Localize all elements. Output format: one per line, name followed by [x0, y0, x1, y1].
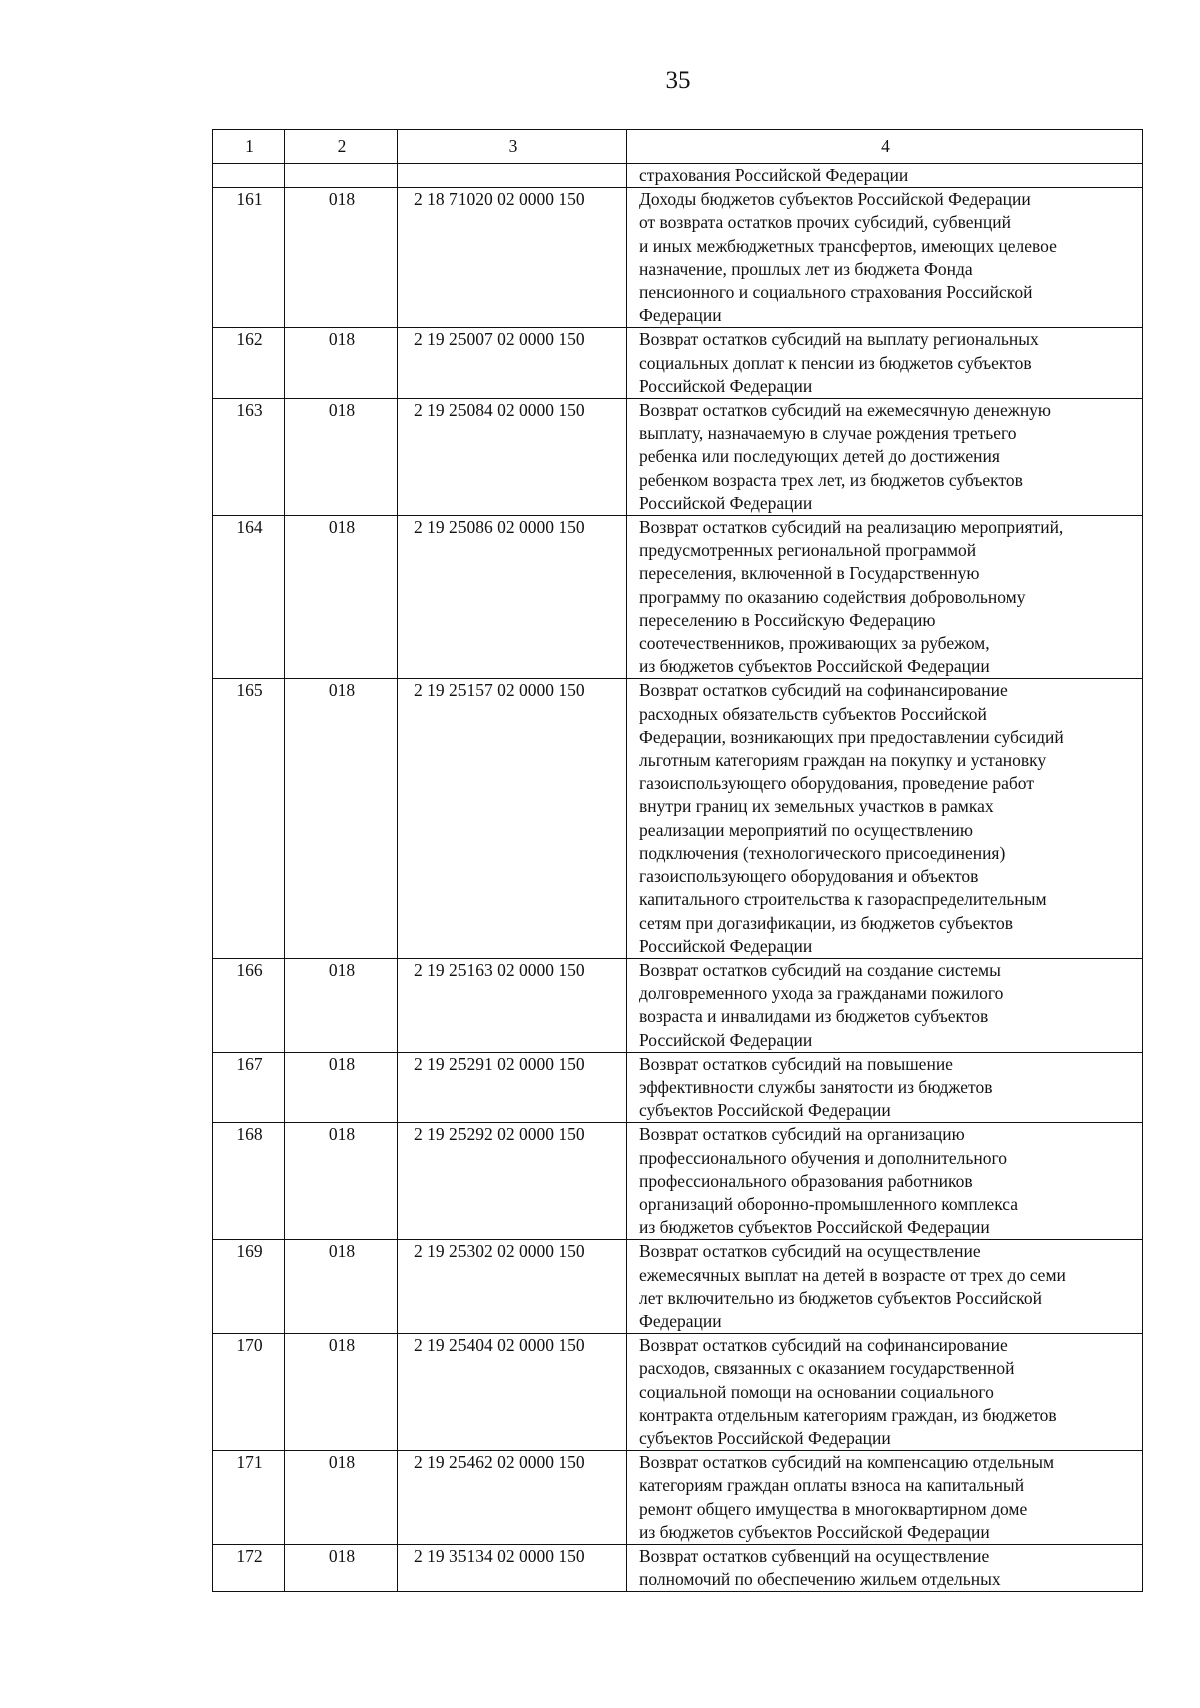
table-row	[213, 958, 1143, 1052]
description-line: от возврата остатков прочих субсидий, субвенций	[639, 212, 1011, 233]
budget-classification-table	[212, 129, 1143, 1592]
description-line: выплату, назначаемую в случае рождения третьего	[639, 423, 1017, 444]
description-line: ремонт общего имущества в многоквартирном доме	[639, 1498, 1028, 1519]
description-line: лет включительно из бюджетов субъектов Российской	[639, 1287, 1042, 1308]
row-number: 161	[213, 188, 285, 328]
income-description	[627, 1052, 1143, 1123]
row-number: 170	[213, 1334, 285, 1451]
admin-code: 018	[285, 188, 398, 328]
admin-code: 018	[285, 958, 398, 1052]
column-number-1: 1	[213, 130, 285, 164]
income-description	[627, 516, 1143, 679]
budget-code: 2 19 25084 02 0000 150	[398, 399, 627, 516]
row-number: 171	[213, 1451, 285, 1545]
budget-code: 2 19 25086 02 0000 150	[398, 516, 627, 679]
description-line: расходов, связанных с оказанием государственной	[639, 1358, 1015, 1379]
income-description	[627, 399, 1143, 516]
admin-code: 018	[285, 1052, 398, 1123]
description-line: ребенка или последующих детей до достижения	[639, 446, 1000, 467]
column-number-3: 3	[398, 130, 627, 164]
table-row	[213, 1123, 1143, 1240]
description-line: субъектов Российской Федерации	[639, 1100, 891, 1121]
admin-code: 018	[285, 328, 398, 399]
description-line: социальных доплат к пенсии из бюджетов субъектов	[639, 352, 1032, 373]
description-line: газоиспользующего оборудования и объектов	[639, 866, 979, 887]
row-number: 168	[213, 1123, 285, 1240]
description-line: возраста и инвалидами из бюджетов субъектов	[639, 1006, 989, 1027]
budget-code: 2 19 25462 02 0000 150	[398, 1451, 627, 1545]
column-number-2: 2	[285, 130, 398, 164]
table-row	[213, 1544, 1143, 1591]
description-line: капитального строительства к газораспределительным	[639, 889, 1047, 910]
description-line: эффективности службы занятости из бюджетов	[639, 1076, 993, 1097]
description-line: Возврат остатков субсидий на реализацию мероприятий,	[639, 517, 1064, 538]
row-number: 164	[213, 516, 285, 679]
admin-code: 018	[285, 399, 398, 516]
description-line: подключения (технологического присоединения)	[639, 842, 1006, 863]
row-number: 166	[213, 958, 285, 1052]
description-line: Российской Федерации	[639, 492, 813, 513]
admin-code: 018	[285, 679, 398, 958]
description-line: ребенком возраста трех лет, из бюджетов субъектов	[639, 469, 1023, 490]
table-row	[213, 188, 1143, 328]
description-line: соотечественников, проживающих за рубежом,	[639, 633, 990, 654]
row-number: 169	[213, 1240, 285, 1334]
row-number: 172	[213, 1544, 285, 1591]
description-line: Возврат остатков субсидий на софинансирование	[639, 1335, 1008, 1356]
admin-code: 018	[285, 516, 398, 679]
column-number-row	[213, 130, 1143, 164]
budget-code: 2 19 25302 02 0000 150	[398, 1240, 627, 1334]
description-line: переселению в Российскую Федерацию	[639, 609, 936, 630]
table-row	[213, 1451, 1143, 1545]
income-description	[627, 1123, 1143, 1240]
income-description	[627, 1240, 1143, 1334]
admin-code: 018	[285, 1334, 398, 1451]
description-line: программу по оказанию содействия добровольному	[639, 586, 1026, 607]
table-row	[213, 399, 1143, 516]
table-row	[213, 1334, 1143, 1451]
row-number: 162	[213, 328, 285, 399]
admin-code: 018	[285, 1451, 398, 1545]
income-description	[627, 679, 1143, 958]
description-line: профессионального обучения и дополнительного	[639, 1147, 1007, 1168]
description-line: категориям граждан оплаты взноса на капитальный	[639, 1475, 1025, 1496]
description-line: пенсионного и социального страхования Российской	[639, 282, 1033, 303]
description-line: Возврат остатков субсидий на ежемесячную денежную	[639, 400, 1052, 421]
page-number: 35	[665, 67, 691, 94]
description-line: реализации мероприятий по осуществлению	[639, 819, 973, 840]
description-line: назначение, прошлых лет из бюджета Фонда	[639, 258, 973, 279]
description-line: ежемесячных выплат на детей в возрасте от трех до семи	[639, 1264, 1066, 1285]
budget-code: 2 19 25404 02 0000 150	[398, 1334, 627, 1451]
description-line: социальной помощи на основании социального	[639, 1381, 994, 1402]
description-line: предусмотренных региональной программой	[639, 540, 977, 561]
continuation-text: страхования Российской Федерации	[627, 164, 1143, 188]
description-line: из бюджетов субъектов Российской Федерации	[639, 1217, 990, 1238]
income-description	[627, 188, 1143, 328]
description-line: переселения, включенной в Государственную	[639, 563, 980, 584]
row-number: 165	[213, 679, 285, 958]
description-line: Российской Федерации	[639, 1029, 813, 1050]
table-row	[213, 1052, 1143, 1123]
budget-code: 2 19 25007 02 0000 150	[398, 328, 627, 399]
description-line: Федерации, возникающих при предоставлении субсидий	[639, 726, 1064, 747]
description-line: Возврат остатков субсидий на организацию	[639, 1124, 965, 1145]
income-description	[627, 328, 1143, 399]
continuation-cell-code	[398, 164, 627, 188]
admin-code: 018	[285, 1544, 398, 1591]
description-line: Возврат остатков субсидий на осуществление	[639, 1241, 981, 1262]
continuation-cell-admin	[285, 164, 398, 188]
description-line: Российской Федерации	[639, 935, 813, 956]
description-line: Возврат остатков субвенций на осуществление	[639, 1545, 990, 1566]
budget-code: 2 19 35134 02 0000 150	[398, 1544, 627, 1591]
description-line: Федерации	[639, 1310, 722, 1331]
description-line: льготным категориям граждан на покупку и установку	[639, 750, 1047, 771]
continuation-row	[213, 164, 1143, 188]
budget-code: 2 19 25292 02 0000 150	[398, 1123, 627, 1240]
income-description	[627, 958, 1143, 1052]
table-row	[213, 679, 1143, 958]
description-line: Возврат остатков субсидий на компенсацию отдельным	[639, 1452, 1055, 1473]
admin-code: 018	[285, 1123, 398, 1240]
admin-code: 018	[285, 1240, 398, 1334]
description-line: из бюджетов субъектов Российской Федерации	[639, 1521, 990, 1542]
table-row	[213, 516, 1143, 679]
description-line: из бюджетов субъектов Российской Федерации	[639, 656, 990, 677]
description-line: газоиспользующего оборудования, проведение работ	[639, 773, 1034, 794]
description-line: Доходы бюджетов субъектов Российской Федерации	[639, 189, 1031, 210]
description-line: внутри границ их земельных участков в рамках	[639, 796, 994, 817]
description-line: Федерации	[639, 305, 722, 326]
description-line: организаций оборонно-промышленного комплекса	[639, 1193, 1019, 1214]
table-body	[213, 130, 1143, 1592]
description-line: Российской Федерации	[639, 375, 813, 396]
income-description	[627, 1451, 1143, 1545]
description-line: Возврат остатков субсидий на повышение	[639, 1053, 953, 1074]
income-description	[627, 1334, 1143, 1451]
description-line: сетям при догазификации, из бюджетов субъектов	[639, 912, 1014, 933]
description-line: контракта отдельным категориям граждан, из бюджетов	[639, 1404, 1057, 1425]
row-number: 163	[213, 399, 285, 516]
row-number: 167	[213, 1052, 285, 1123]
continuation-cell-num	[213, 164, 285, 188]
table-row	[213, 1240, 1143, 1334]
description-line: Возврат остатков субсидий на софинансирование	[639, 680, 1008, 701]
budget-code: 2 18 71020 02 0000 150	[398, 188, 627, 328]
description-line: профессионального образования работников	[639, 1170, 973, 1191]
description-line: полномочий по обеспечению жильем отдельных	[639, 1569, 1001, 1590]
budget-code: 2 19 25163 02 0000 150	[398, 958, 627, 1052]
table-row	[213, 328, 1143, 399]
description-line: и иных межбюджетных трансфертов, имеющих целевое	[639, 235, 1057, 256]
income-description	[627, 1544, 1143, 1591]
description-line: расходных обязательств субъектов Российской	[639, 703, 987, 724]
description-line: Возврат остатков субсидий на выплату региональных	[639, 329, 1039, 350]
description-line: Возврат остатков субсидий на создание системы	[639, 959, 1001, 980]
column-number-4: 4	[627, 130, 1143, 164]
budget-code: 2 19 25291 02 0000 150	[398, 1052, 627, 1123]
description-line: субъектов Российской Федерации	[639, 1427, 891, 1448]
description-line: долговременного ухода за гражданами пожилого	[639, 983, 1004, 1004]
budget-code: 2 19 25157 02 0000 150	[398, 679, 627, 958]
